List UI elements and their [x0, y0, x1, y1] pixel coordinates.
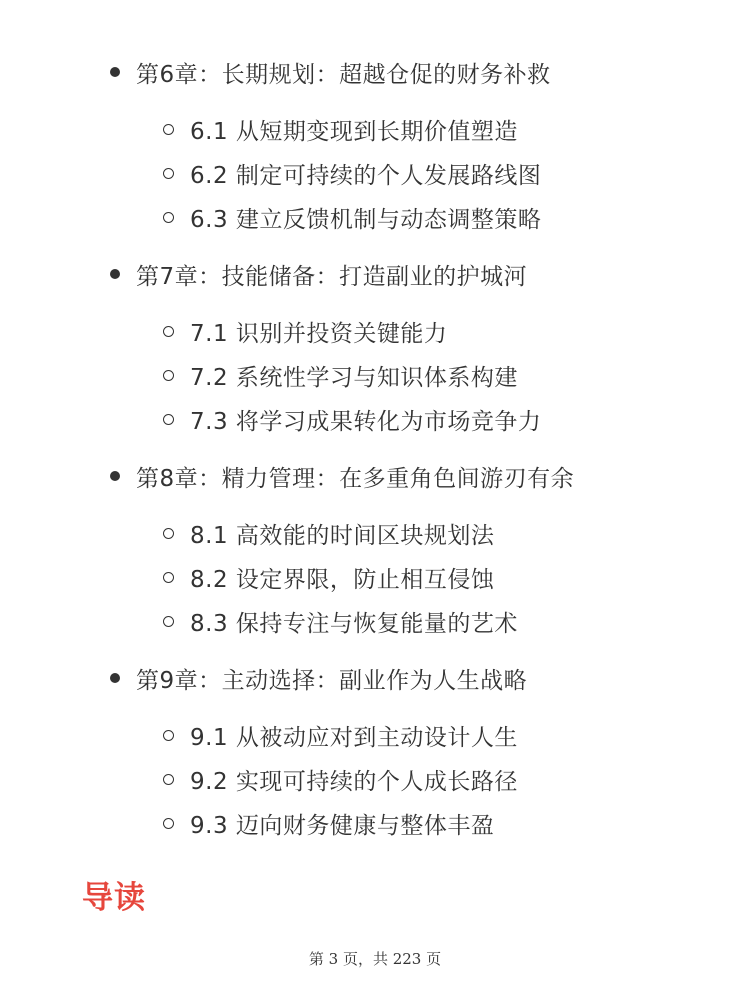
bullet-circle-icon	[163, 528, 174, 539]
list-item	[0, 397, 750, 441]
bullet-circle-icon	[163, 326, 174, 337]
section-title: 8.2 设定界限，防止相互侵蚀	[190, 566, 495, 593]
section-title: 8.1 高效能的时间区块规划法	[190, 522, 495, 549]
list-item	[0, 353, 750, 397]
section-title: 7.1 识别并投资关键能力	[190, 320, 448, 347]
list-item	[0, 599, 750, 643]
list-item	[0, 555, 750, 599]
bullet-circle-icon	[163, 572, 174, 583]
section-title: 7.3 将学习成果转化为市场竞争力	[190, 408, 542, 435]
bullet-disc-icon	[110, 269, 120, 279]
list-item	[0, 151, 750, 195]
bullet-circle-icon	[163, 616, 174, 627]
section-title: 6.3 建立反馈机制与动态调整策略	[190, 206, 542, 233]
chapter-title: 第9章：主动选择：副业作为人生战略	[136, 667, 528, 694]
section-title: 6.2 制定可持续的个人发展路线图	[190, 162, 542, 189]
list-item	[0, 801, 750, 845]
chapter-title: 第6章：长期规划：超越仓促的财务补救	[136, 61, 551, 88]
chapter-9	[0, 652, 750, 845]
section-title: 8.3 保持专注与恢复能量的艺术	[190, 610, 518, 637]
list-item	[0, 107, 750, 151]
bullet-disc-icon	[110, 471, 120, 481]
section-title: 9.3 迈向财务健康与整体丰盈	[190, 812, 495, 839]
chapter-7	[0, 248, 750, 441]
section-title: 9.2 实现可持续的个人成长路径	[190, 768, 518, 795]
bullet-circle-icon	[163, 124, 174, 135]
section-title: 6.1 从短期变现到长期价值塑造	[190, 118, 518, 145]
chapter-title: 第8章：精力管理：在多重角色间游刃有余	[136, 465, 575, 492]
bullet-circle-icon	[163, 212, 174, 223]
bullet-disc-icon	[110, 673, 120, 683]
bullet-circle-icon	[163, 414, 174, 425]
list-item	[0, 511, 750, 555]
bullet-circle-icon	[163, 730, 174, 741]
list-item	[0, 195, 750, 239]
list-item	[0, 309, 750, 353]
chapter-6	[0, 46, 750, 239]
list-item	[0, 713, 750, 757]
section-heading: 导读	[82, 880, 146, 916]
bullet-circle-icon	[163, 774, 174, 785]
section-title: 9.1 从被动应对到主动设计人生	[190, 724, 518, 751]
chapter-8	[0, 450, 750, 643]
section-title: 7.2 系统性学习与知识体系构建	[190, 364, 518, 391]
bullet-circle-icon	[163, 168, 174, 179]
list-item	[0, 757, 750, 801]
bullet-disc-icon	[110, 67, 120, 77]
page-number-footer: 第 3 页，共 223 页	[308, 950, 442, 968]
bullet-circle-icon	[163, 370, 174, 381]
bullet-circle-icon	[163, 818, 174, 829]
chapter-title: 第7章：技能储备：打造副业的护城河	[136, 263, 528, 290]
